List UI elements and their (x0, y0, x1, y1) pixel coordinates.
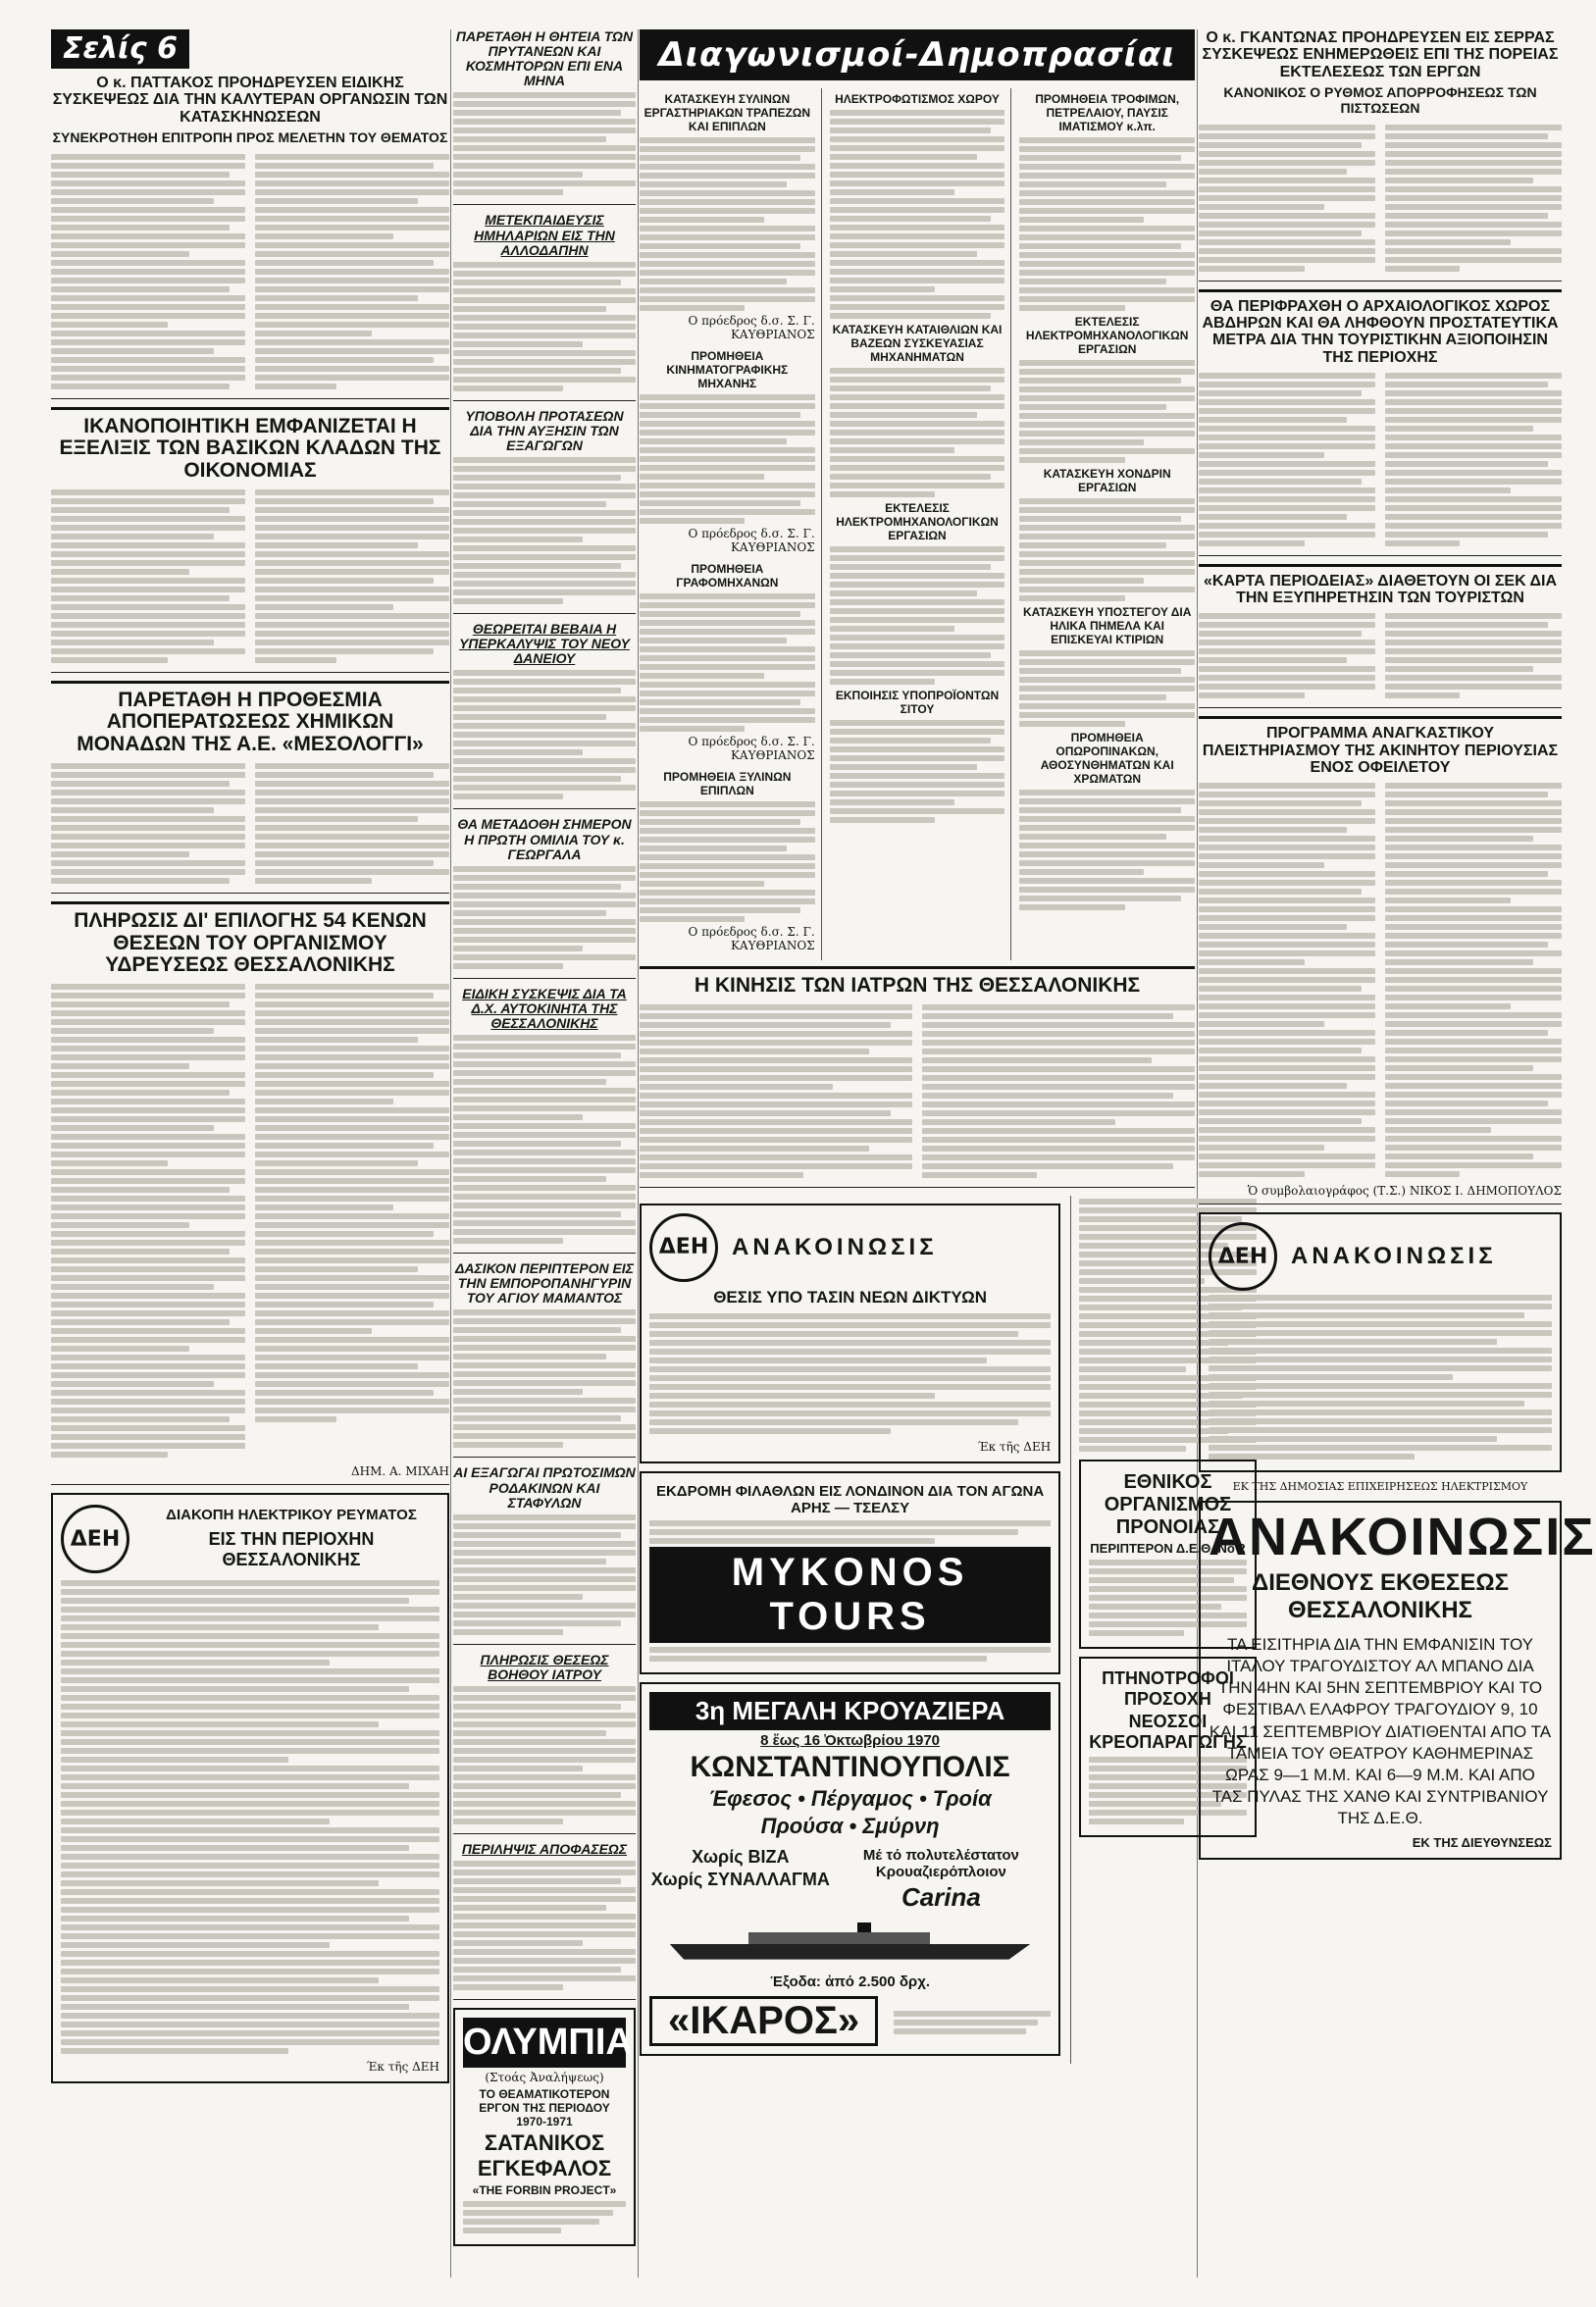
headline: ΘΕΩΡΕΙΤΑΙ ΒΕΒΑΙΑ Η ΥΠΕΡΚΑΛΥΨΙΣ ΤΟΥ ΝΕΟΥ ΔΑΝΕΙΟΥ (459, 621, 630, 667)
dei-logo-icon: ΔΕΗ (1209, 1222, 1277, 1291)
article-text (453, 1861, 636, 1990)
cinema-name: ΟΛΥΜΠΙΑ (463, 2018, 626, 2068)
story-peaches (453, 1465, 636, 1644)
cinema-address: (Στοάς Ἀναλήψεως) (485, 2071, 604, 2085)
subheadline: ΚΑΝΟΝΙΚΟΣ Ο ΡΥΘΜΟΣ ΑΠΟΡΡΟΦΗΣΕΩΣ ΤΩΝ ΠΙΣΤΩΣΕΩΝ (1223, 83, 1537, 116)
trip-headline: ΕΚΔΡΟΜΗ ΦΙΛΑΘΛΩΝ ΕΙΣ ΛΟΝΔΙΝΟΝ ΔΙΑ ΤΟΝ ΑΓΩΝΑ ΑΡΗΣ — ΤΣΕΛΣΥ (655, 1482, 1045, 1516)
notice-text (1209, 1295, 1552, 1460)
story-loan (453, 622, 636, 809)
article-text (453, 866, 636, 969)
tender-text (830, 546, 1005, 685)
column-4 (1199, 29, 1596, 1868)
tender-heading: ΚΑΤΑΣΚΕΥΗ ΧΟΝΔΡΙΝ ΕΡΓΑΣΙΩΝ (1043, 467, 1171, 494)
agency-logo: «ΙΚΑΡΟΣ» (649, 1996, 878, 2046)
headline: ΠΑΡΕΤΑΘΗ Η ΠΡΟΘΕΣΜΙΑ ΑΠΟΠΕΡΑΤΩΣΕΩΣ ΧΗΜΙΚΩΝ ΜΟΝΑΔΩΝ ΤΗΣ Α.Ε. «ΜΕΣΟΛΟΓΓΙ» (77, 688, 424, 756)
headline: ΠΕΡΙΛΗΨΙΣ ΑΠΟΦΑΣΕΩΣ (461, 1840, 628, 1857)
dei-tenders-notice (1199, 1212, 1562, 1472)
notice-source: Έκ τῆς ΔΕΗ (366, 2059, 439, 2074)
story-doctor-post (453, 1653, 636, 1834)
story-auction (1199, 716, 1562, 1205)
tender-text (830, 368, 1005, 497)
trip-text (649, 1520, 1051, 1544)
doctors-headline: Η ΚΙΝΗΣΙΣ ΤΩΝ ΙΑΤΡΩΝ ΤΗΣ ΘΕΣΣΑΛΟΝΙΚΗΣ (694, 974, 1141, 997)
headline: ΠΛΗΡΩΣΙΣ ΔΙ' ΕΠΙΛΟΓΗΣ 54 ΚΕΝΩΝ ΘΕΣΕΩΝ ΤΟΥ ΟΡΓΑΝΙΣΜΟΥ ΥΔΡΕΥΣΕΩΣ ΘΕΣΣΑΛΟΝΙΚΗΣ (74, 908, 427, 977)
notice-text (61, 1580, 439, 2054)
tenders-banner: Διαγωνισμοί-Δημοπρασίαι (640, 29, 1195, 80)
tender-text (830, 720, 1005, 823)
story-exports (453, 409, 636, 614)
cruise-ad (640, 1682, 1060, 2056)
tender-text (1019, 790, 1195, 910)
ship-name: Carina (901, 1881, 981, 1912)
article-text (453, 1309, 636, 1448)
story-abdera (1199, 289, 1562, 556)
article-text (1199, 780, 1562, 1180)
tender-text (1019, 650, 1195, 727)
ad-text (463, 2201, 626, 2233)
tender-heading: ΠΡΟΜΗΘΕΙΑ ΤΡΟΦΙΜΩΝ, ΠΕΤΡΕΛΑΙΟΥ, ΠΑΥΣΙΣ ΙΜΑΤΙΣΜΟΥ κ.λπ. (1035, 92, 1180, 133)
story-economy (51, 407, 449, 673)
fair-source: ΕΚ ΤΗΣ ΔΙΕΥΘΥΝΣΕΩΣ (1412, 1835, 1552, 1851)
headline: ΜΕΤΕΚΠΑΙΔΕΥΣΙΣ ΗΜΗΛΑΡΙΩΝ ΕΙΣ ΤΗΝ ΑΛΛΟΔΑΠΗΝ (474, 212, 615, 258)
tender-heading: ΕΚΤΕΛΕΣΙΣ ΗΛΕΚΤΡΟΜΗΧΑΝΟΛΟΓΙΚΩΝ ΕΡΓΑΣΙΩΝ (836, 501, 999, 542)
tender-text (1019, 498, 1195, 601)
agency-address (649, 1647, 1051, 1662)
headline: ΘΑ ΠΕΡΙΦΡΑΧΘΗ Ο ΑΡΧΑΙΟΛΟΓΙΚΟΣ ΧΩΡΟΣ ΑΒΔΗΡΩΝ ΚΑΙ ΘΑ ΛΗΦΘΟΥΝ ΠΡΟΣΤΑΤΕΥΤΙΚΑ ΜΕΤΡΑ ΔΙΑ ΤΗΝ ΤΟΥΡΙΣΤΙΚΗΝ ΑΞΙΟΠΟΙΗΣΙΝ ΤΗΣ ΠΕΡΙΟΧΗΣ (1202, 297, 1559, 366)
dei-logo-icon: ΔΕΗ (61, 1505, 129, 1573)
article-text (1199, 122, 1562, 275)
tender-text (640, 394, 815, 524)
cruise-ship-icon (669, 1922, 1030, 1966)
ship-intro: Μέ τό πολυτελέστατον Κρουαζιερόπλοιον (862, 1846, 1019, 1880)
tender-text (1019, 360, 1195, 463)
ad-tagline: ΤΟ ΘΕΑΜΑΤΙΚΟΤΕΡΟΝ ΕΡΓΟΝ ΤΗΣ ΠΕΡΙΟΔΟΥ 1970-1971 (479, 2087, 610, 2129)
tender-heading: ΚΑΤΑΣΚΕΥΗ ΥΠΟΣΤΕΓΟΥ ΔΙΑ ΗΛΙΚΑ ΠΗΜΕΛΑ ΚΑΙ ΕΠΙΣΚΕΥΑΙ ΚΤΙΡΙΩΝ (1022, 605, 1192, 646)
article-text (453, 1035, 636, 1244)
tender-heading: ΚΑΤΑΣΚΕΥΗ ΚΑΤΑΙΘΛΙΩΝ ΚΑΙ ΒΑΖΕΩΝ ΣΥΣΚΕΥΑΣΙΑΣ ΜΗΧΑΝΗΜΑΤΩΝ (832, 323, 1003, 364)
power-outage-notice (51, 1493, 449, 2083)
no-visa-label: Χωρίς ΒΙΖΑ (692, 1846, 790, 1867)
tender-heading: ΗΛΕΚΤΡΟΦΩΤΙΣΜΟΣ ΧΩΡΟΥ (835, 92, 1000, 106)
agency-name: MYKONOS TOURS (649, 1547, 1051, 1643)
headline: ΥΠΟΒΟΛΗ ΠΡΟΤΑΣΕΩΝ ΔΙΑ ΤΗΝ ΑΥΞΗΣΙΝ ΤΩΝ ΕΞΑΓΩΓΩΝ (465, 407, 624, 453)
tender-text (640, 137, 815, 311)
notice-source: Έκ τῆς ΔΕΗ (977, 1439, 1052, 1454)
article-text (51, 487, 449, 666)
headline: Ο κ. ΓΚΑΝΤΩΝΑΣ ΠΡΟΗΔΡΕΥΣΕΝ ΕΙΣ ΣΕΡΡΑΣ ΣΥΣΚΕΨΕΩΣ ΕΝΗΜΕΡΩΘΕΙΣ ΕΠΙ ΤΗΣ ΠΟΡΕΙΑΣ ΕΚΤΕΛΕΣΕΩΣ ΤΩΝ ΕΡΓΩΝ (1202, 29, 1559, 80)
headline: ΙΚΑΝΟΠΟΙΗΤΙΚΗ ΕΜΦΑΝΙΖΕΤΑΙ Η ΕΞΕΛΙΞΙΣ ΤΩΝ ΒΑΣΙΚΩΝ ΚΛΑΔΩΝ ΤΗΣ ΟΙΚΟΝΟΜΙΑΣ (59, 414, 441, 483)
story-gantonas (1199, 29, 1562, 282)
article-text (51, 981, 449, 1461)
headline: ΘΑ ΜΕΤΑΔΟΘΗ ΣΗΜΕΡΟΝ Η ΠΡΩΤΗ ΟΜΙΛΙΑ ΤΟΥ κ. ΓΕΩΡΓΑΛΑ (457, 816, 632, 862)
tender-text (640, 801, 815, 922)
notice-title: ΔΙΑΚΟΠΗ ΗΛΕΚΤΡΙΚΟΥ ΡΕΥΜΑΤΟΣ (166, 1506, 417, 1523)
notice-source: ΕΚ ΤΗΣ ΔΗΜΟΣΙΑΣ ΕΠΙΧΕΙΡΗΣΕΩΣ ΗΛΕΚΤΡΙΣΜΟΥ (1232, 1480, 1528, 1494)
column-1 (51, 29, 449, 2091)
tender-heading: ΠΡΟΜΗΘΕΙΑ ΞΥΛΙΝΩΝ ΕΠΙΠΛΩΝ (663, 770, 792, 797)
org-name: ΕΘΝΙΚΟΣ ΟΡΓΑΝΙΣΜΟΣ ΠΡΟΝΟΙΑΣ (1104, 1470, 1232, 1538)
headline: ΕΙΔΙΚΗ ΣΥΣΚΕΨΙΣ ΔΙΑ ΤΑ Δ.Χ. ΑΥΤΟΚΙΝΗΤΑ ΤΗΣ ΘΕΣΣΑΛΟΝΙΚΗΣ (462, 985, 627, 1031)
headline: ΠΛΗΡΩΣΙΣ ΘΕΣΕΩΣ ΒΟΗΘΟΥ ΙΑΤΡΟΥ (480, 1651, 609, 1682)
article-text (453, 1514, 636, 1635)
story-pattakos (51, 75, 449, 399)
story-water-board (51, 901, 449, 1485)
notice-subtitle: ΘΕΣΙΣ ΥΠΟ ΤΑΣΙΝ ΝΕΩΝ ΔΙΚΤΥΩΝ (713, 1287, 987, 1307)
headline: ΠΡΟΓΡΑΜΜΑ ΑΝΑΓΚΑΣΤΙΚΟΥ ΠΛΕΙΣΤΗΡΙΑΣΜΟΥ ΤΗΣ ΑΚΙΝΗΤΟΥ ΠΕΡΙΟΥΣΙΑΣ ΕΝΟΣ ΟΦΕΙΛΕΤΟΥ (1202, 725, 1559, 776)
tender-signer: Ο πρόεδρος δ.σ. Σ. Γ. ΚΑΥΘΡΙΑΝΟΣ (688, 735, 815, 762)
story-cars (453, 987, 636, 1254)
article-text (453, 670, 636, 799)
story-rectors (453, 29, 636, 205)
cruise-dates: 8 ἕως 16 Ὀκτωβρίου 1970 (760, 1731, 941, 1749)
story-pavilion (453, 1261, 636, 1458)
cruise-title: 3η ΜΕΓΑΛΗ ΚΡΟΥΑΖΙΕΡΑ (649, 1692, 1051, 1730)
column-2 (453, 29, 636, 2254)
article-text (453, 457, 636, 604)
fair-body: ΤΑ ΕΙΣΙΤΗΡΙΑ ΔΙΑ ΤΗΝ ΕΜΦΑΝΙΣΙΝ ΤΟΥ ΙΤΑΛΟΥ ΤΡΑΓΟΥΔΙΣΤΟΥ ΑΛ ΜΠΑΝΟ ΔΙΑ ΤΗΝ 4ΗΝ ΚΑΙ 5ΗΝ ΣΕΠΤΕΜΒΡΙΟΥ ΚΑΙ ΤΟ ΦΕΣΤΙΒΑΛ ΕΛΑΦΡΟΥ ΤΡΑΓΟΥΔΙΟΥ 9, 10 ΚΑΙ 11 ΣΕΠΤΕΜΒΡΙΟΥ ΔΙΑΤΙΘΕΝΤΑΙ ΑΠΟ ΤΑ ΤΑΜΕΙΑ ΤΟΥ ΘΕΑΤΡΟΥ ΚΑΘΗΜΕΡΙΝΑΣ ΩΡΑΣ 9—1 Μ.Μ. ΚΑΙ 6—9 Μ.Μ. ΚΑΙ ΑΠΟ ΤΑΣ ΠΥΛΑΣ ΤΗΣ ΧΑΝΘ ΚΑΙ ΣΥΝΤΡΙΒΑΝΙΟΥ ΤΗΣ Δ.Ε.Θ. (1209, 1635, 1552, 1827)
cruise-route-1: Έφεσος • Πέργαμος • Τροία (708, 1785, 992, 1811)
notary-signature: Ὁ συμβολαιογράφος (Τ.Σ.) ΝΙΚΟΣ Ι. ΔΗΜΟΠΟΥΛΟΣ (1247, 1184, 1562, 1199)
dei-logo-icon: ΔΕΗ (649, 1213, 718, 1282)
tender-heading: ΕΚΤΕΛΕΣΙΣ ΗΛΕΚΤΡΟΜΗΧΑΝΟΛΟΓΙΚΩΝ ΕΡΓΑΣΙΩΝ (1025, 315, 1189, 356)
fair-subtitle: ΔΙΕΘΝΟΥΣ ΕΚΘΕΣΕΩΣ ΘΕΣΣΑΛΟΝΙΚΗΣ (1252, 1569, 1509, 1624)
olympia-cinema-ad (453, 2008, 636, 2246)
fair-title: ΑΝΑΚΟΙΝΩΣΙΣ (1209, 1508, 1596, 1567)
tender-signer: Ο πρόεδρος δ.σ. Σ. Γ. ΚΑΥΘΡΙΑΝΟΣ (688, 314, 815, 341)
headline: ΑΙ ΕΞΑΓΩΓΑΙ ΠΡΩΤΟΣΙΜΩΝ ΡΟΔΑΚΙΝΩΝ ΚΑΙ ΣΤΑΦΥΛΩΝ (453, 1464, 636, 1511)
notice-text (649, 1313, 1051, 1434)
adjacent-page-edge (1564, 29, 1570, 2307)
tender-heading: ΠΡΟΜΗΘΕΙΑ ΓΡΑΦΟΜΗΧΑΝΩΝ (676, 562, 779, 590)
film-title: ΣΑΤΑΝΙΚΟΣ ΕΓΚΕΦΑΛΟΣ (477, 2130, 612, 2181)
tenders-col-1 (640, 88, 822, 960)
article-text (453, 1686, 636, 1824)
tender-text (640, 593, 815, 732)
tender-heading: ΠΡΟΜΗΘΕΙΑ ΚΙΝΗΜΑΤΟΓΡΑΦΙΚΗΣ ΜΗΧΑΝΗΣ (666, 349, 789, 390)
tender-text (830, 110, 1005, 319)
story-tour-card (1199, 564, 1562, 709)
poultry-subheadline: ΝΕΟΣΣΟΙ ΚΡΕΟΠΑΡΑΓΩΓΗΣ (1089, 1711, 1247, 1752)
doctors-section (640, 966, 1195, 1188)
tender-text (1019, 137, 1195, 311)
article-text (1199, 610, 1562, 701)
cruise-price: Έξοδα: ἀπό 2.500 δρχ. (770, 1973, 931, 1990)
article-text (51, 760, 449, 887)
tender-signer: Ο πρόεδρος δ.σ. Σ. Γ. ΚΑΥΘΡΙΑΝΟΣ (688, 527, 815, 554)
story-mesolongi (51, 681, 449, 894)
dei-new-networks-notice (640, 1204, 1060, 1463)
tender-heading: ΕΚΠΟΙΗΣΙΣ ΥΠΟΠΡΟΪΟΝΤΩΝ ΣΙΤΟΥ (835, 689, 1000, 716)
story-georgalas (453, 817, 636, 978)
cruise-route-2: Προύσα • Σμύρνη (760, 1813, 940, 1838)
column-3 (640, 29, 1247, 2064)
film-original-title: «THE FORBIN PROJECT» (472, 2183, 617, 2198)
article-text (51, 151, 449, 392)
cruise-destination: ΚΩΝΣΤΑΝΤΙΝΟΥΠΟΛΙΣ (690, 1750, 1010, 1783)
article-text (453, 262, 636, 391)
author-signature: ΔΗΜ. Α. ΜΙΧΑΗ (350, 1463, 449, 1478)
article-text (453, 92, 636, 195)
story-decision (453, 1842, 636, 2000)
agency-contact (894, 2008, 1051, 2037)
headline: «ΚΑΡΤΑ ΠΕΡΙΟΔΕΙΑΣ» ΔΙΑΘΕΤΟΥΝ ΟΙ ΣΕΚ ΔΙΑ ΤΗΝ ΕΞΥΠΗΡΕΤΗΣΙΝ ΤΩΝ ΤΟΥΡΙΣΤΩΝ (1203, 572, 1557, 607)
headline: ΔΑΣΙΚΟΝ ΠΕΡΙΠΤΕΡΟΝ ΕΙΣ ΤΗΝ ΕΜΠΟΡΟΠΑΝΗΓΥΡΙΝ ΤΟΥ ΑΓΙΟΥ ΜΑΜΑΝΤΟΣ (455, 1260, 634, 1307)
headline: Ο κ. ΠΑΤΤΑΚΟΣ ΠΡΟΗΔΡΕΥΣΕΝ ΕΙΔΙΚΗΣ ΣΥΣΚΕΨΕΩΣ ΔΙΑ ΤΗΝ ΚΑΛΥΤΕΡΑΝ ΟΡΓΑΝΩΣΙΝ ΤΩΝ ΚΑΤΑΣΚΗΝΩΣΕΩΝ (52, 75, 448, 126)
notice-title: ΑΝΑΚΟΙΝΩΣΙΣ (1291, 1243, 1497, 1270)
poultry-headline: ΠΤΗΝΟΤΡΟΦΟΙ ΠΡΟΣΟΧΗ (1102, 1667, 1234, 1709)
doctors-listings (640, 1001, 1195, 1181)
tenders-col-3 (1019, 88, 1195, 960)
notice-subtitle: ΕΙΣ ΤΗΝ ΠΕΡΙΟΧΗΝ ΘΕΣΣΑΛΟΝΙΚΗΣ (208, 1528, 375, 1569)
tender-signer: Ο πρόεδρος δ.σ. Σ. Γ. ΚΑΥΘΡΙΑΝΟΣ (688, 925, 815, 952)
mykonos-tours-ad (640, 1471, 1060, 1674)
tenders-section (640, 88, 1195, 960)
headline: ΠΑΡΕΤΑΘΗ Η ΘΗΤΕΙΑ ΤΩΝ ΠΡΥΤΑΝΕΩΝ ΚΑΙ ΚΟΣΜΗΤΟΡΩΝ ΕΠΙ ΕΝΑ ΜΗΝΑ (455, 28, 634, 89)
story-training (453, 213, 636, 400)
tender-heading: ΚΑΤΑΣΚΕΥΗ ΣΥΛΙΝΩΝ ΕΡΓΑΣΤΗΡΙΑΚΩΝ ΤΡΑΠΕΖΩΝ ΚΑΙ ΕΠΙΠΛΩΝ (644, 92, 811, 133)
fair-announcement (1199, 1501, 1596, 1860)
subheadline: ΣΥΝΕΚΡΟΤΗΘΗ ΕΠΙΤΡΟΠΗ ΠΡΟΣ ΜΕΛΕΤΗΝ ΤΟΥ ΘΕΜΑΤΟΣ (52, 128, 448, 145)
article-text (1199, 370, 1562, 549)
no-exchange-label: Χωρίς ΣΥΝΑΛΛΑΓΜΑ (650, 1869, 830, 1889)
org-pavilion: ΠΕΡΙΠΤΕΡΟΝ Δ.Ε.Θ. Νο 2 (1090, 1540, 1246, 1556)
tender-heading: ΠΡΟΜΗΘΕΙΑ ΟΠΩΡΟΠΙΝΑΚΩΝ, ΑΘΟΣΥΝΘΗΜΑΤΩΝ ΚΑΙ ΧΡΩΜΑΤΩΝ (1040, 731, 1174, 786)
notice-title: ΑΝΑΚΟΙΝΩΣΙΣ (732, 1233, 938, 1260)
tenders-col-2 (830, 88, 1012, 960)
page-number-tag: Σελίς 6 (51, 29, 189, 69)
